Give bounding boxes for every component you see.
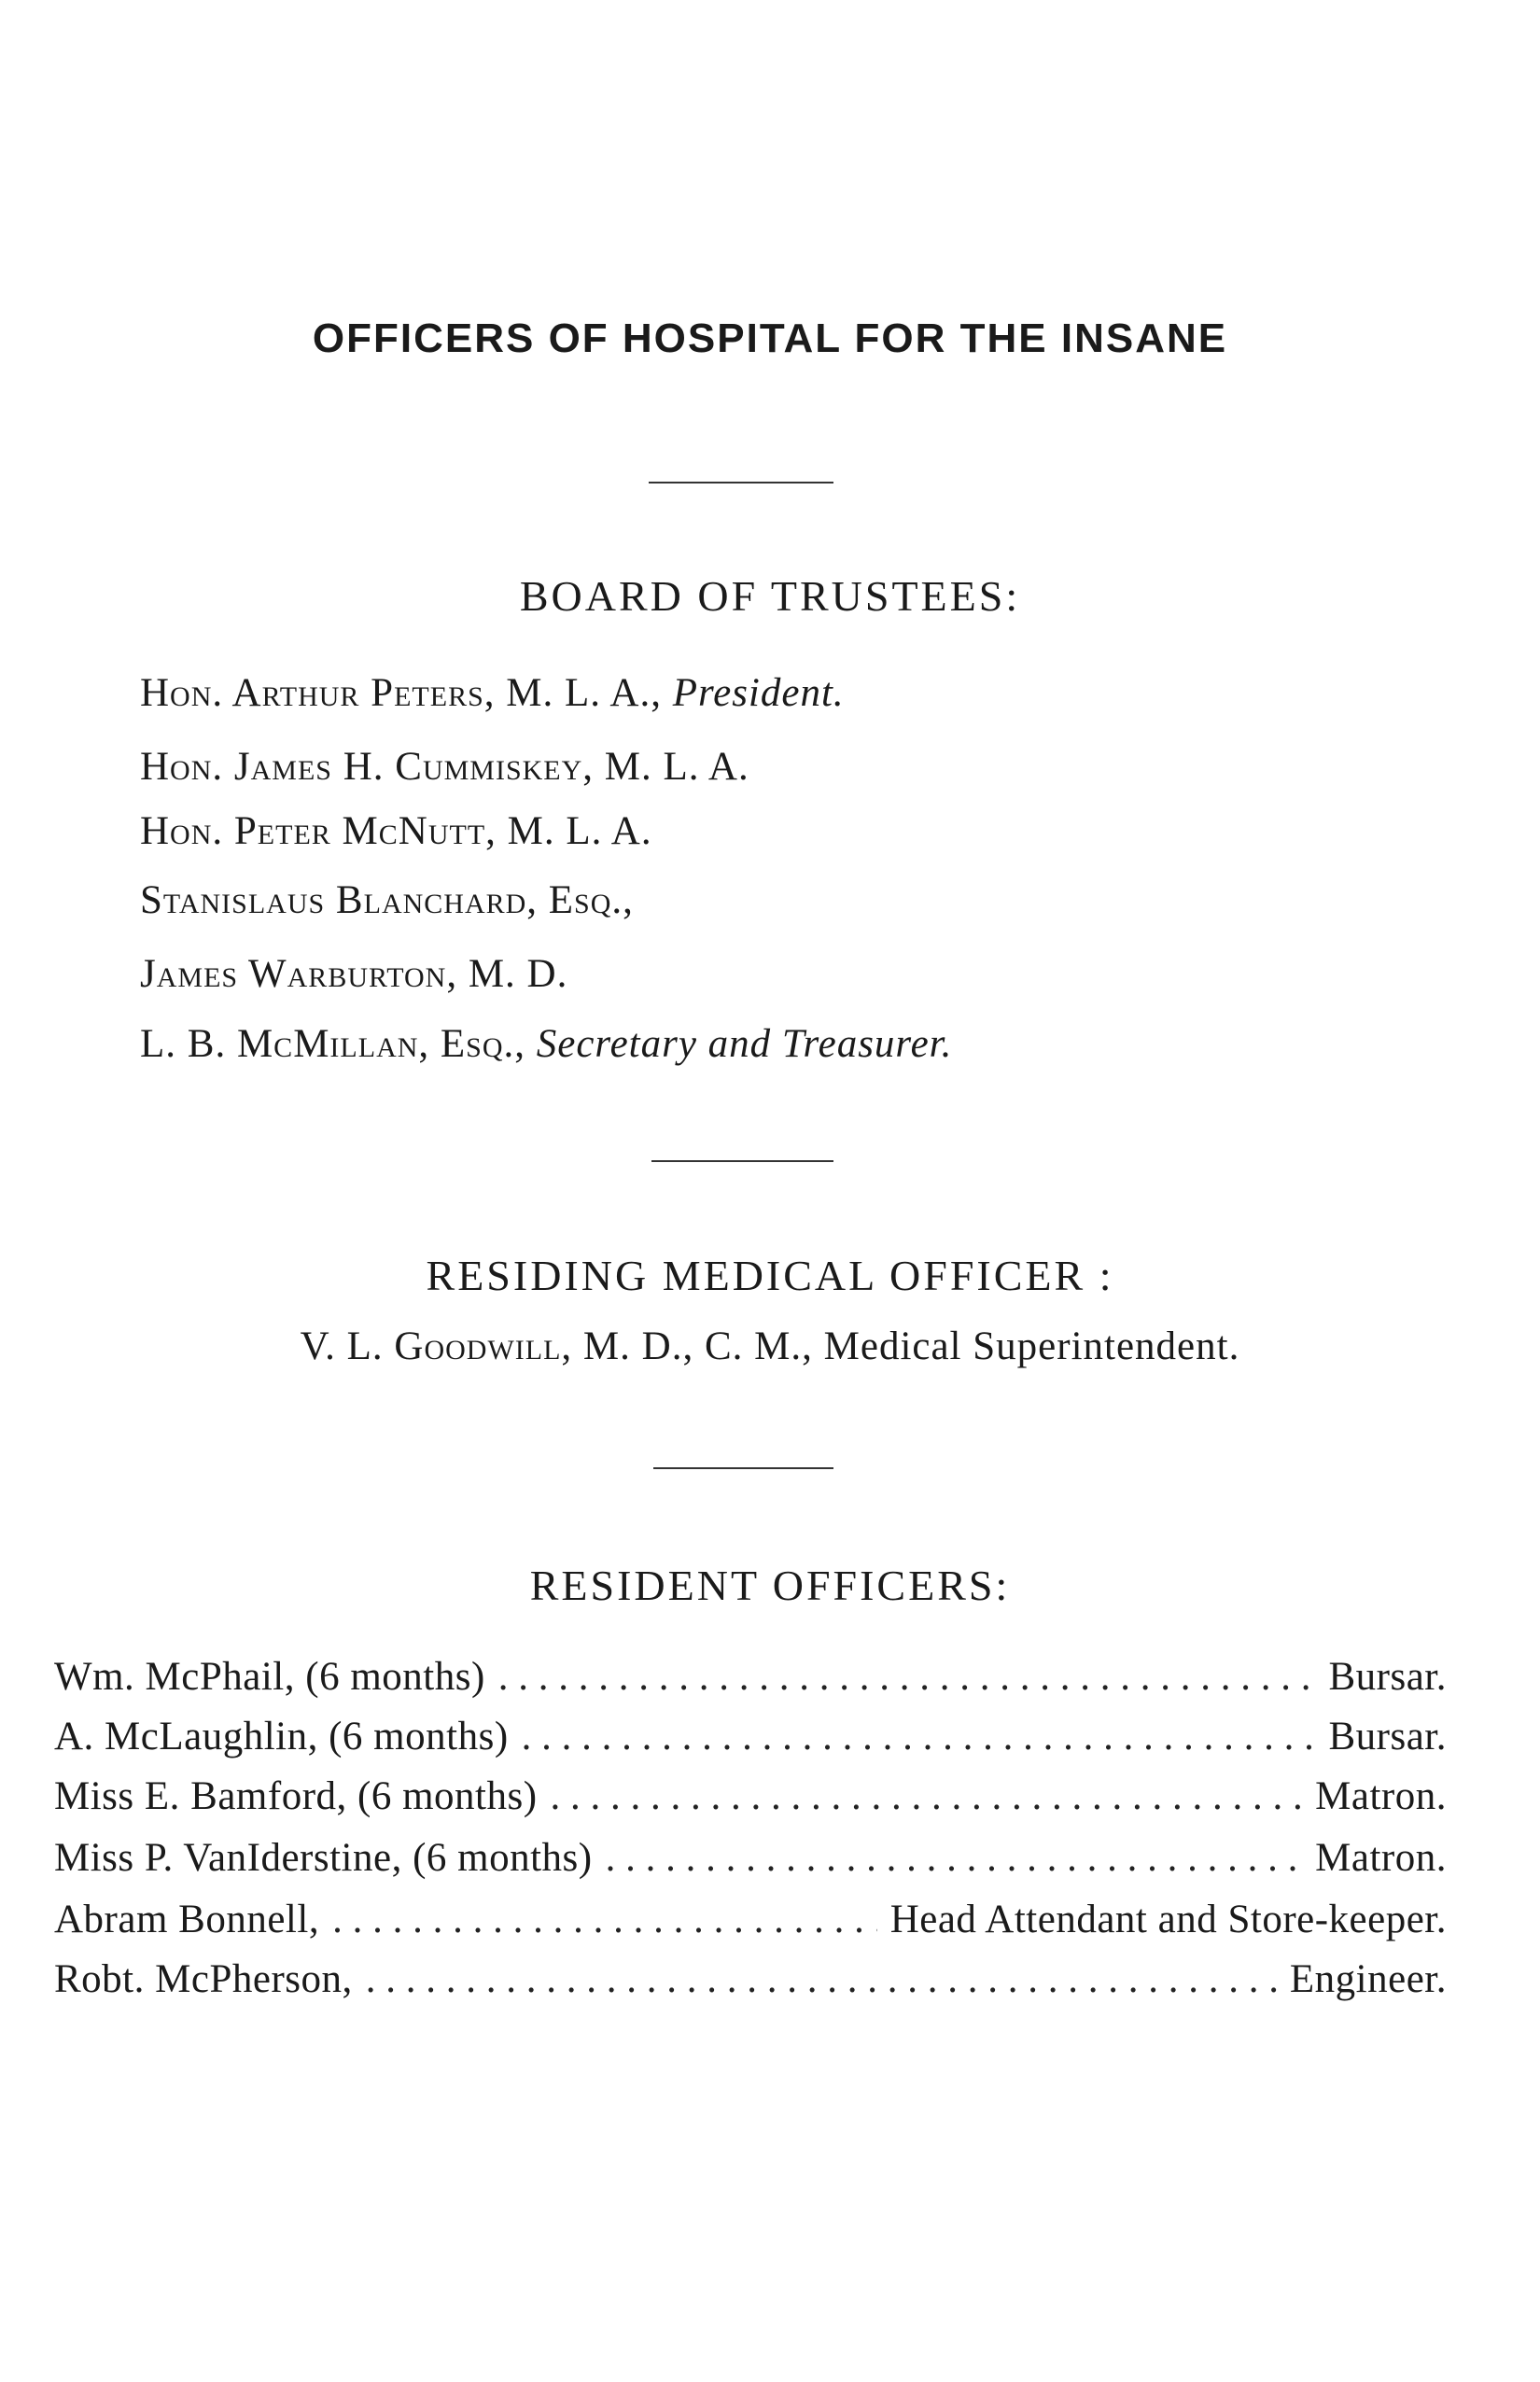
dot-leader [551, 1773, 1303, 1819]
medical-officer-entry [0, 1324, 1540, 1369]
officer-name: Miss P. VanIderstine, (6 months) [54, 1836, 593, 1880]
trustee-name: Hon. James H. Cummiskey, M. L. A. [140, 745, 749, 789]
officer-name: Abram Bonnell, [54, 1898, 320, 1941]
dot-leader [366, 1956, 1277, 2002]
resident-officers-heading: RESIDENT OFFICERS: [529, 1562, 1011, 1609]
trustee-entry [140, 670, 845, 716]
dot-leader [606, 1835, 1303, 1881]
board-of-trustees-heading: BOARD OF TRUSTEES: [519, 572, 1021, 620]
section-divider [651, 1160, 833, 1162]
trustee-name: Stanislaus Blanchard, Esq., [140, 878, 634, 922]
trustee-name: James Warburton, M. D. [140, 952, 568, 996]
trustee-entry [140, 877, 634, 923]
officer-row [54, 1835, 1447, 1891]
officer-name: Robt. McPherson, [54, 1957, 353, 2001]
officer-position: Matron. [1315, 1836, 1447, 1880]
section-divider [653, 1467, 833, 1469]
officer-row [54, 1654, 1447, 1710]
officer-position: Bursar. [1328, 1715, 1447, 1758]
medical-officer-name: V. L. Goodwill, M. D., C. M., [300, 1324, 824, 1368]
officer-name: Miss E. Bamford, (6 months) [54, 1774, 538, 1818]
trustee-name: Hon. Peter McNutt, M. L. A. [140, 809, 652, 853]
medical-officer-heading: RESIDING MEDICAL OFFICER : [426, 1252, 1114, 1299]
officer-position: Engineer. [1289, 1957, 1447, 2001]
officer-row [54, 1714, 1447, 1770]
trustee-entry [140, 808, 652, 854]
dot-leader [332, 1897, 877, 1942]
officer-position: Bursar. [1328, 1655, 1447, 1699]
dot-leader [498, 1654, 1316, 1700]
officer-row [54, 1773, 1447, 1829]
trustee-role: President. [672, 671, 845, 715]
officer-position: Matron. [1315, 1774, 1447, 1818]
trustee-entry [140, 951, 567, 997]
page-title: OFFICERS OF HOSPITAL FOR THE INSANE [312, 315, 1228, 361]
trustee-entry [140, 744, 749, 790]
officer-row [54, 1956, 1447, 2012]
officer-position: Head Attendant and Store-keeper. [889, 1898, 1447, 1941]
officer-name: A. McLaughlin, (6 months) [54, 1715, 509, 1758]
trustee-name: L. B. McMillan, Esq., [140, 1022, 537, 1066]
medical-officer-title: Medical Superintendent. [823, 1324, 1240, 1368]
trustee-entry [140, 1021, 952, 1067]
trustee-role: Secretary and Treasurer. [536, 1022, 953, 1066]
trustee-name: Hon. Arthur Peters, M. L. A., [140, 671, 673, 715]
officer-row [54, 1897, 1447, 1953]
dot-leader [522, 1714, 1316, 1759]
officer-name: Wm. McPhail, (6 months) [54, 1655, 485, 1699]
section-divider [649, 482, 833, 483]
